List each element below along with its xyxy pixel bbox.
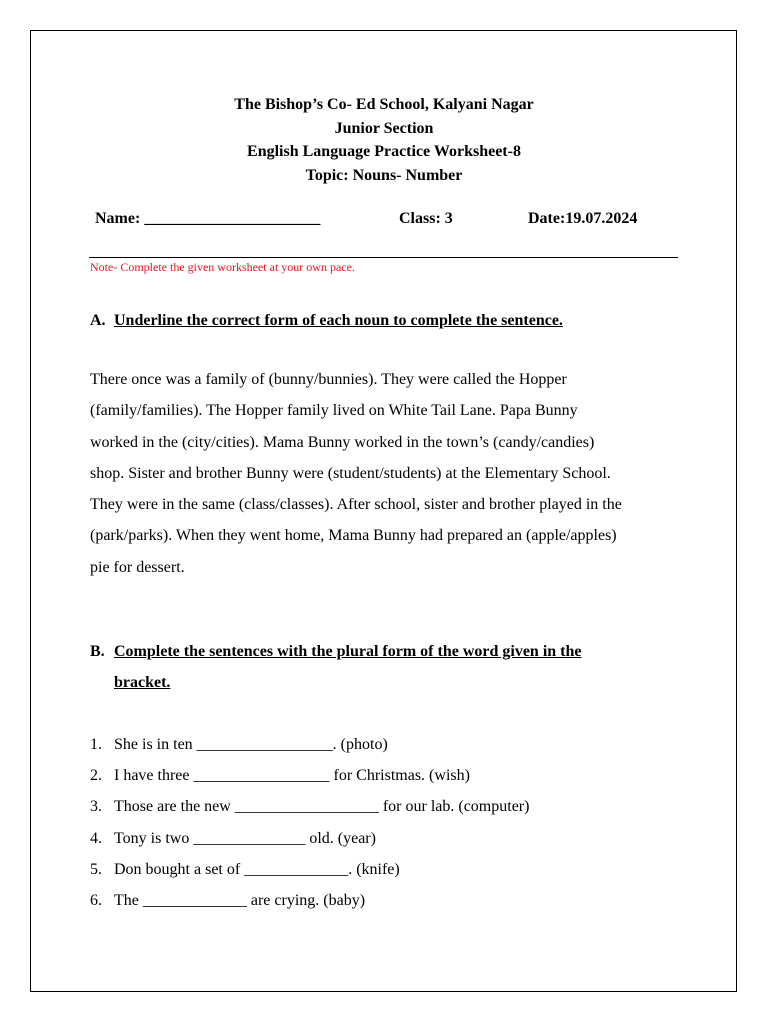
passage-line: They were in the same (class/classes). After school, sister and brother played in the xyxy=(90,496,622,514)
section-b-heading xyxy=(90,636,582,698)
section-b-letter: B. xyxy=(90,643,105,660)
question-number: 2. xyxy=(90,767,102,785)
question-item xyxy=(90,823,529,854)
header-divider xyxy=(89,257,678,258)
worksheet-header xyxy=(0,93,768,187)
question-item xyxy=(90,854,529,885)
question-number: 4. xyxy=(90,829,102,847)
section-a-title: Underline the correct form of each noun to complete the sentence. xyxy=(114,312,563,329)
worksheet-title: English Language Practice Worksheet-8 xyxy=(247,143,521,160)
section-a-passage xyxy=(90,364,690,583)
name-field: Name: ______________________ xyxy=(95,210,321,227)
school-name: The Bishop’s Co- Ed School, Kalyani Nagar xyxy=(234,96,534,113)
section-b-title-line2: bracket. xyxy=(114,674,171,691)
question-item xyxy=(90,791,529,822)
section-a-heading xyxy=(90,312,563,330)
question-list xyxy=(90,729,529,916)
passage-line: There once was a family of (bunny/bunnies). They were called the Hopper xyxy=(90,371,567,388)
question-text: Tony is two ______________ old. (year) xyxy=(114,829,376,847)
question-text: Don bought a set of _____________. (knife) xyxy=(114,860,400,878)
question-text: I have three _________________ for Christmas. (wish) xyxy=(114,767,470,785)
passage-line: (park/parks). When they went home, Mama Bunny had prepared an (apple/apples) xyxy=(90,527,617,545)
question-item xyxy=(90,729,529,760)
question-text: The _____________ are crying. (baby) xyxy=(114,892,366,910)
question-text: She is in ten _________________. (photo) xyxy=(114,736,388,753)
instruction-note: Note- Complete the given worksheet at your own pace. xyxy=(90,260,355,274)
question-item xyxy=(90,885,529,916)
question-number: 5. xyxy=(90,860,102,878)
section-b-title-line1: Complete the sentences with the plural form of the word given in the xyxy=(114,643,582,660)
passage-line: shop. Sister and brother Bunny were (student/students) at the Elementary School. xyxy=(90,464,611,482)
section-name: Junior Section xyxy=(334,119,434,137)
passage-line: pie for dessert. xyxy=(90,558,185,576)
date-label: Date:19.07.2024 xyxy=(528,210,638,227)
question-number: 1. xyxy=(90,736,102,753)
passage-line: worked in the (city/cities). Mama Bunny worked in the town’s (candy/candies) xyxy=(90,433,595,451)
section-a-letter: A. xyxy=(90,312,106,329)
question-number: 3. xyxy=(90,798,102,816)
passage-line: (family/families). The Hopper family lived on White Tail Lane. Papa Bunny xyxy=(90,402,578,420)
question-number: 6. xyxy=(90,892,102,910)
question-text: Those are the new __________________ for our lab. (computer) xyxy=(114,798,530,816)
topic-title: Topic: Nouns- Number xyxy=(305,166,463,184)
question-item xyxy=(90,760,529,791)
class-label: Class: 3 xyxy=(399,210,453,227)
